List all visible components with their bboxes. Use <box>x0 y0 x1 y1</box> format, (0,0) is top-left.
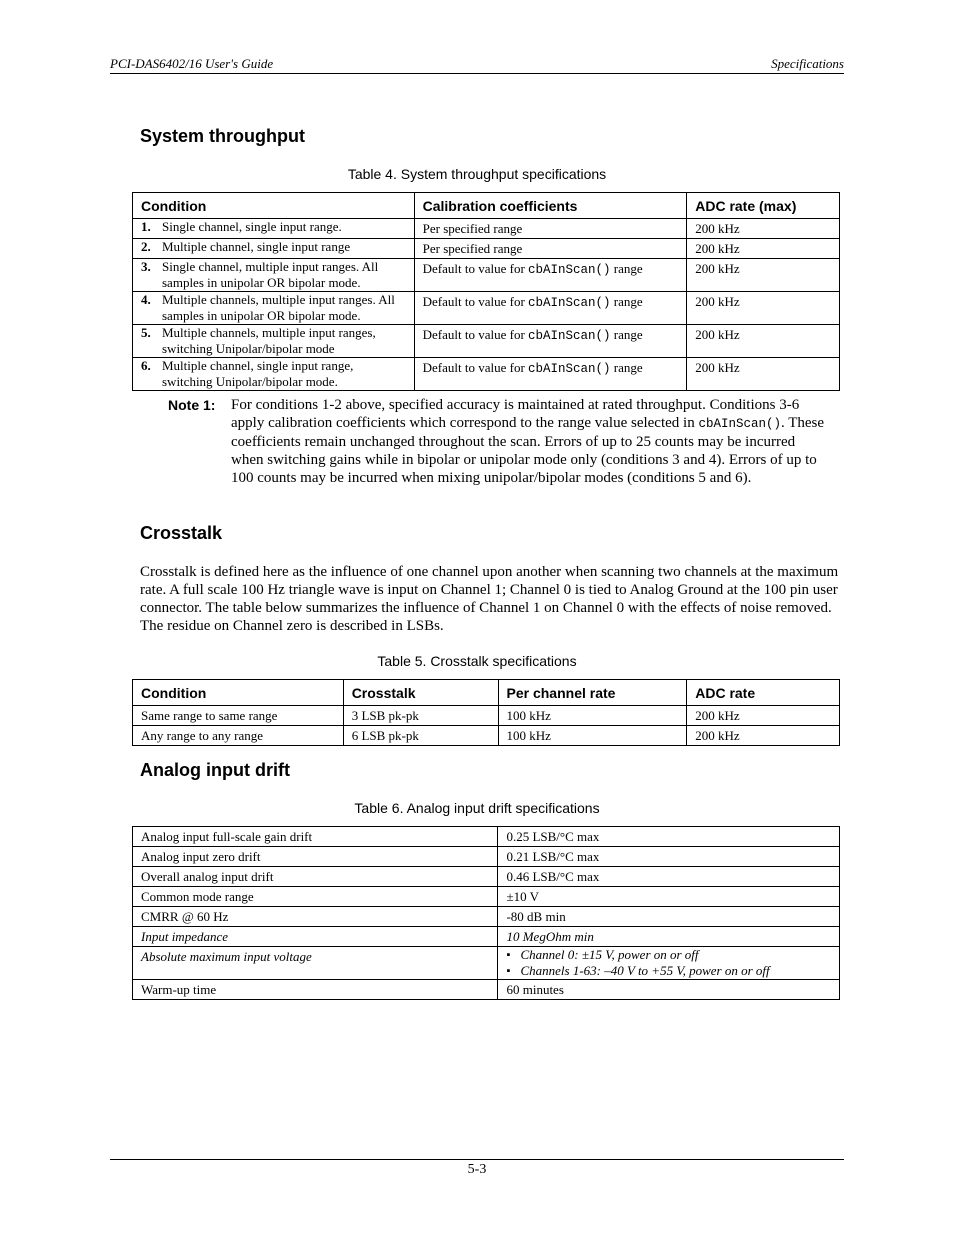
bullet-list <box>506 947 831 979</box>
column-header: Per channel rate <box>498 680 687 706</box>
table4-caption: Table 4. System throughput specifications <box>347 166 607 182</box>
table-row <box>133 219 840 239</box>
calib-cell: Default to value for <box>422 327 529 342</box>
calib-code: cbAInScan() <box>528 362 611 376</box>
bullet-item: ▪ Channel 0: ±15 V, power on or off <box>506 947 831 963</box>
row-number: 1. <box>141 219 151 234</box>
calib-code: cbAInScan() <box>528 329 611 343</box>
calib-cell: Default to value for <box>422 261 529 276</box>
table-cell: Any range to any range <box>133 726 344 746</box>
table-cell: 200 kHz <box>687 726 840 746</box>
rate-cell: 200 kHz <box>695 294 740 309</box>
footer-rule <box>110 1159 844 1160</box>
section-heading-throughput: System throughput <box>140 126 305 146</box>
throughput-table <box>132 192 840 391</box>
spec-label: Analog input zero drift <box>133 847 498 867</box>
spec-label: Analog input full-scale gain drift <box>133 827 498 847</box>
section-heading-crosstalk: Crosstalk <box>140 523 223 543</box>
table-row <box>133 947 840 980</box>
condition-cell: Multiple channel, single input range <box>162 239 351 254</box>
condition-cell: Single channel, single input range. <box>162 219 342 234</box>
note-label: Note 1: <box>168 397 216 413</box>
calib-suffix: range <box>610 261 643 276</box>
crosstalk-table <box>132 679 840 746</box>
spec-value: 0.46 LSB/°C max <box>498 867 840 887</box>
table5-caption: Table 5. Crosstalk specifications <box>377 653 577 669</box>
table-header-row <box>133 193 840 219</box>
table-cell: 100 kHz <box>498 726 687 746</box>
calib-cell: Default to value for <box>422 360 529 375</box>
section-heading-drift: Analog input drift <box>140 760 290 780</box>
page-number: 5-3 <box>467 1162 487 1177</box>
row-number: 6. <box>141 358 151 373</box>
condition-cell: Multiple channel, single input range, switching Unipolar/bipolar mode. <box>162 358 354 389</box>
column-header: ADC rate (max) <box>687 193 840 219</box>
spec-label: CMRR @ 60 Hz <box>133 907 498 927</box>
table-row <box>133 292 840 325</box>
calib-suffix: range <box>610 294 643 309</box>
page-header <box>110 56 844 72</box>
column-header: ADC rate <box>687 680 840 706</box>
spec-value <box>498 947 840 980</box>
note-text-part1: For conditions 1-2 above, specified accuracy is maintained at rated throughput. Conditions 3-6 apply calibration coefficients which correspond to the range value selected in <box>231 397 800 431</box>
calib-cell: Default to value for <box>422 294 529 309</box>
row-number: 4. <box>141 292 151 307</box>
calib-code: cbAInScan() <box>528 296 611 310</box>
rate-cell: 200 kHz <box>695 241 740 256</box>
row-number: 3. <box>141 259 151 274</box>
drift-table <box>132 826 840 1000</box>
header-rule <box>110 73 844 74</box>
column-header: Calibration coefficients <box>414 193 687 219</box>
calib-suffix: range <box>610 360 643 375</box>
table-row <box>133 867 840 887</box>
note-text-part2: . These coefficients remain unchanged throughout the scan. Errors of up to 25 counts may be incurred when switching gains while in bipolar or unipolar mode only (conditions 3 and 4). Errors of up to 100 counts may be incurred when mixing unipolar/bipolar modes (conditions 5 and 6). <box>231 415 825 486</box>
rate-cell: 200 kHz <box>695 360 740 375</box>
spec-label: Common mode range <box>133 887 498 907</box>
table-cell: 100 kHz <box>498 706 687 726</box>
spec-value: 10 MegOhm min <box>498 927 840 947</box>
spec-value: 0.25 LSB/°C max <box>498 827 840 847</box>
spec-value: -80 dB min <box>498 907 840 927</box>
note-code: cbAInScan() <box>698 417 781 431</box>
table-header-row <box>133 680 840 706</box>
table-row <box>133 887 840 907</box>
table-cell: 200 kHz <box>687 706 840 726</box>
table-row <box>133 726 840 746</box>
spec-label: Warm-up time <box>133 980 498 1000</box>
table-row <box>133 325 840 358</box>
column-header: Crosstalk <box>343 680 498 706</box>
header-title: PCI-DAS6402/16 User's Guide <box>110 56 274 71</box>
calib-cell: Per specified range <box>422 241 523 256</box>
bullet-item: ▪ Channels 1-63: –40 V to +55 V, power on or off <box>506 963 831 979</box>
table-row <box>133 847 840 867</box>
table-cell: 3 LSB pk-pk <box>343 706 498 726</box>
spec-label: Overall analog input drift <box>133 867 498 887</box>
rate-cell: 200 kHz <box>695 261 740 276</box>
table-row <box>133 259 840 292</box>
condition-cell: Single channel, multiple input ranges. All samples in unipolar OR bipolar mode. <box>162 259 379 290</box>
spec-value: ±10 V <box>498 887 840 907</box>
rate-cell: 200 kHz <box>695 327 740 342</box>
spec-label: Input impedance <box>133 927 498 947</box>
calib-cell: Per specified range <box>422 221 523 236</box>
condition-cell: Multiple channels, multiple input ranges. All samples in unipolar OR bipolar mode. <box>162 292 395 323</box>
spec-value: 0.21 LSB/°C max <box>498 847 840 867</box>
column-header: Condition <box>133 193 415 219</box>
note-text <box>231 396 828 487</box>
table-row <box>133 980 840 1000</box>
throughput-note <box>168 396 828 487</box>
table-row <box>133 358 840 391</box>
spec-value: 60 minutes <box>498 980 840 1000</box>
calib-code: cbAInScan() <box>528 263 611 277</box>
row-number: 2. <box>141 239 151 254</box>
table-cell: 6 LSB pk-pk <box>343 726 498 746</box>
column-header: Condition <box>133 680 344 706</box>
header-section: Specifications <box>771 56 844 71</box>
calib-suffix: range <box>610 327 643 342</box>
table6-caption: Table 6. Analog input drift specifications <box>354 800 600 816</box>
table-row <box>133 907 840 927</box>
table-row <box>133 706 840 726</box>
row-number: 5. <box>141 325 151 340</box>
table-row <box>133 827 840 847</box>
spec-label: Absolute maximum input voltage <box>133 947 498 980</box>
table-cell: Same range to same range <box>133 706 344 726</box>
crosstalk-paragraph: Crosstalk is defined here as the influence of one channel upon another when scanning two channels at the maximum rate. A full scale 100 Hz triangle wave is input on Channel 1; Channel 0 is tied to Analog Ground at the 100 pin user connector. The table below summarizes the influence of Channel 1 on Channel 0 with the effects of noise removed. The residue on Channel zero is described in LSBs. <box>140 564 839 634</box>
condition-cell: Multiple channels, multiple input ranges, switching Unipolar/bipolar mode <box>162 325 376 356</box>
rate-cell: 200 kHz <box>695 221 740 236</box>
table-row <box>133 239 840 259</box>
table-row <box>133 927 840 947</box>
